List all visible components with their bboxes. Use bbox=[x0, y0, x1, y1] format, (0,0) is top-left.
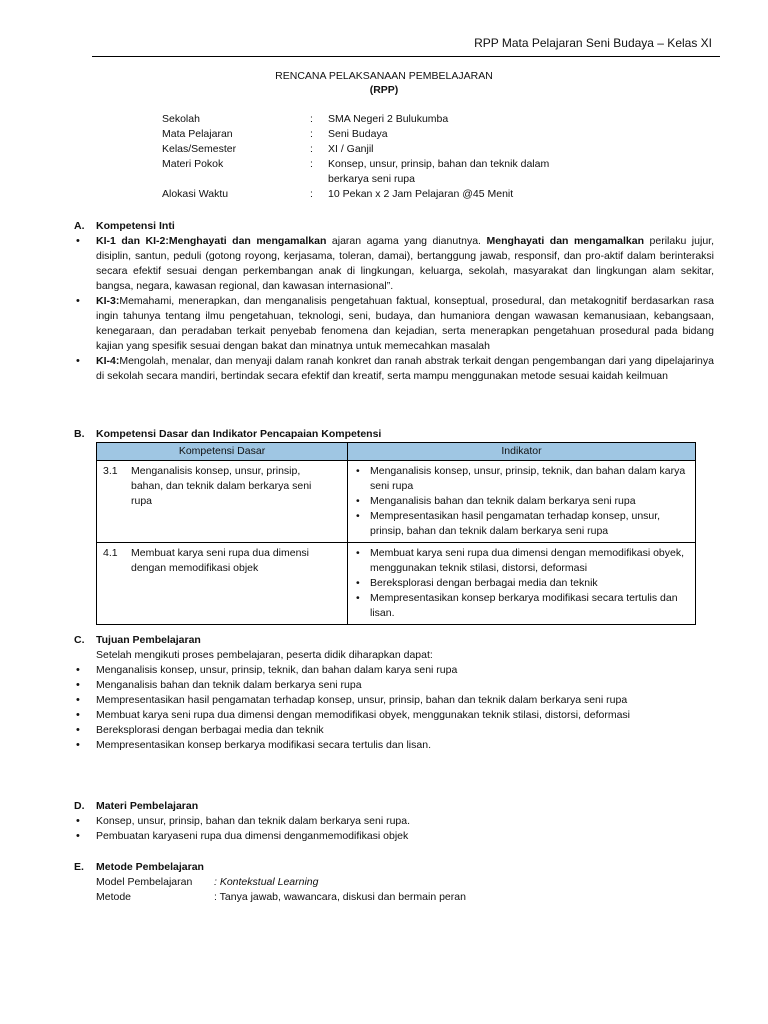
kd-number: 4.1 bbox=[103, 547, 118, 559]
info-row-mapel bbox=[162, 127, 586, 142]
info-row-materi bbox=[162, 157, 586, 187]
info-colon: : bbox=[310, 143, 313, 155]
info-row-sekolah bbox=[162, 112, 586, 127]
section-title: Tujuan Pembelajaran bbox=[96, 634, 201, 646]
ki-list bbox=[74, 234, 714, 384]
ki-text: perilaku jujur, disiplin, santun, peduli (gotong royong, kerjasama, toleran, damai), bertanggung jawab, responsif, dan pro-aktif dalam berinteraksi secara efektif sesuai dengan perkembangan anak di lingkungan, keluarga, sekolah, masyarakat dan lingkungan alam sekitar, bangsa, negara, kawasan regional, dan kawasan internasional”. bbox=[96, 235, 714, 292]
materi-list bbox=[74, 814, 714, 844]
kd-text: Menganalisis konsep, unsur, prinsip, bahan, dan teknik dalam berkarya seni rupa bbox=[131, 465, 312, 507]
list-item: • Bereksplorasi dengan berbagai media dan teknik bbox=[354, 576, 689, 591]
kd-cell bbox=[97, 543, 348, 625]
section-metode bbox=[74, 860, 714, 905]
ki-label: KI-4: bbox=[96, 355, 120, 367]
column-header: Indikator bbox=[348, 443, 696, 461]
info-value: SMA Negeri 2 Bulukumba bbox=[328, 113, 449, 125]
list-item: • Pembuatan karyaseni rupa dua dimensi denganmemodifikasi objek bbox=[74, 829, 714, 844]
section-heading bbox=[74, 633, 714, 648]
list-item: • Mempresentasikan konsep berkarya modifikasi secara tertulis dan lisan. bbox=[354, 591, 689, 621]
doc-subtitle: (RPP) bbox=[369, 84, 399, 96]
column-header: Kompetensi Dasar bbox=[97, 443, 348, 461]
info-row-alokasi bbox=[162, 187, 586, 202]
ki-text: ajaran agama yang dianutnya. bbox=[326, 235, 487, 247]
info-colon: : bbox=[310, 128, 313, 140]
list-item: • Mempresentasikan konsep berkarya modifikasi secara tertulis dan lisan. bbox=[74, 738, 714, 753]
ki-text: Mengolah, menalar, dan menyaji dalam ranah konkret dan ranah abstrak terkait dengan pengembangan dari yang dipelajarinya di sekolah secara mandiri, bertindak secara efektif dan kreatif, serta mampu menggunakan metode sesuai kaidah keilmuan bbox=[96, 355, 714, 382]
ki-bold-text: Menghayati dan mengamalkan bbox=[486, 235, 644, 247]
indikator-list bbox=[354, 464, 689, 539]
info-label: Mata Pelajaran bbox=[162, 128, 233, 140]
metode-row bbox=[96, 890, 714, 905]
info-label: Materi Pokok bbox=[162, 158, 224, 170]
ki-bold-text: Menghayati dan mengamalkan bbox=[168, 235, 327, 247]
section-letter: C. bbox=[74, 634, 85, 646]
section-title: Kompetensi Dasar dan Indikator Pencapaian Kompetensi bbox=[96, 428, 382, 440]
table-row bbox=[97, 461, 696, 543]
section-title: Metode Pembelajaran bbox=[96, 861, 204, 873]
info-value: Seni Budaya bbox=[328, 128, 388, 140]
section-letter: A. bbox=[74, 220, 85, 232]
info-label: Alokasi Waktu bbox=[162, 188, 229, 200]
info-label: Sekolah bbox=[162, 113, 200, 125]
list-item: • Mempresentasikan hasil pengamatan terhadap konsep, unsur, prinsip, bahan dan teknik dalam berkarya seni rupa bbox=[354, 509, 689, 539]
section-title: Kompetensi Inti bbox=[96, 220, 175, 232]
indikator-cell bbox=[348, 461, 696, 543]
list-item: • Mempresentasikan hasil pengamatan terhadap konsep, unsur, prinsip, bahan dan teknik dalam berkarya seni rupa bbox=[74, 693, 714, 708]
section-kompetensi-inti bbox=[74, 219, 714, 384]
kd-number: 3.1 bbox=[103, 465, 118, 477]
section-kompetensi-dasar bbox=[74, 427, 714, 442]
info-value: XI / Ganjil bbox=[328, 143, 374, 155]
kd-indikator-table bbox=[96, 442, 696, 625]
metode-label: Metode bbox=[96, 891, 132, 903]
section-intro: Setelah mengikuti proses pembelajaran, peserta didik diharapkan dapat: bbox=[96, 649, 433, 661]
indikator-cell bbox=[348, 543, 696, 625]
tujuan-list bbox=[74, 663, 714, 753]
ki-label: KI-3: bbox=[96, 295, 120, 307]
table-row bbox=[97, 543, 696, 625]
section-materi bbox=[74, 799, 714, 844]
list-item: • Bereksplorasi dengan berbagai media dan teknik bbox=[74, 723, 714, 738]
section-tujuan bbox=[74, 633, 714, 753]
list-item: • Menganalisis bahan dan teknik dalam berkarya seni rupa bbox=[354, 494, 689, 509]
list-item bbox=[74, 294, 714, 354]
doc-title: RENCANA PELAKSANAAN PEMBELAJARAN bbox=[275, 70, 493, 82]
model-row bbox=[96, 875, 714, 890]
kd-cell bbox=[97, 461, 348, 543]
info-row-kelas bbox=[162, 142, 586, 157]
indikator-list bbox=[354, 546, 689, 621]
ki-text: Memahami, menerapkan, dan menganalisis pengetahuan faktual, konseptual, prosedural, dan metakognitif berdasarkan rasa ingin tahunya tentang ilmu pengetahuan, teknologi, seni, budaya, dan humaniora dengan wawasan kemanusiaan, kebangsaan, kenegaraan, dan peradaban terkait penyebab fenomena dan kejadian, serta menerapkan pengetahuan prosedural pada bidang kajian yang spesifik sesuai dengan bakat dan minatnya untuk memecahkan masalah bbox=[96, 295, 714, 352]
list-item: • Menganalisis konsep, unsur, prinsip, teknik, dan bahan dalam karya seni rupa bbox=[354, 464, 689, 494]
info-value: 10 Pekan x 2 Jam Pelajaran @45 Menit bbox=[328, 188, 514, 200]
list-item: • Membuat karya seni rupa dua dimensi dengan memodifikasi obyek, menggunakan teknik stilasi, distorsi, deformasi bbox=[354, 546, 689, 576]
model-value: : Kontekstual Learning bbox=[214, 876, 319, 888]
list-item: • Menganalisis bahan dan teknik dalam berkarya seni rupa bbox=[74, 678, 714, 693]
section-heading bbox=[74, 219, 714, 234]
header-rule bbox=[92, 56, 720, 57]
list-item bbox=[74, 234, 714, 294]
list-item: • Menganalisis konsep, unsur, prinsip, teknik, dan bahan dalam karya seni rupa bbox=[74, 663, 714, 678]
list-item: • Membuat karya seni rupa dua dimensi dengan memodifikasi obyek, menggunakan teknik stilasi, distorsi, deformasi bbox=[74, 708, 714, 723]
identity-block bbox=[162, 112, 586, 202]
section-heading bbox=[74, 860, 714, 875]
info-colon: : bbox=[310, 158, 313, 170]
section-heading bbox=[74, 799, 714, 814]
section-letter: B. bbox=[74, 428, 85, 440]
section-letter: E. bbox=[74, 861, 84, 873]
section-heading bbox=[74, 427, 714, 442]
kd-text: Membuat karya seni rupa dua dimensi dengan memodifikasi objek bbox=[131, 547, 310, 574]
info-colon: : bbox=[310, 113, 313, 125]
info-label: Kelas/Semester bbox=[162, 143, 237, 155]
list-item: • Konsep, unsur, prinsip, bahan dan teknik dalam berkarya seni rupa. bbox=[74, 814, 714, 829]
metode-value: : Tanya jawab, wawancara, diskusi dan bermain peran bbox=[214, 891, 466, 903]
model-label: Model Pembelajaran bbox=[96, 876, 193, 888]
header-title: RPP Mata Pelajaran Seni Budaya – Kelas XI bbox=[474, 36, 712, 50]
ki-label: KI-1 dan KI-2: bbox=[96, 235, 169, 247]
info-colon: : bbox=[310, 188, 313, 200]
table-header-row bbox=[97, 443, 696, 461]
section-title: Materi Pembelajaran bbox=[96, 800, 199, 812]
list-item bbox=[74, 354, 714, 384]
section-letter: D. bbox=[74, 800, 85, 812]
info-value: Konsep, unsur, prinsip, bahan dan teknik dalam berkarya seni rupa bbox=[328, 158, 550, 185]
